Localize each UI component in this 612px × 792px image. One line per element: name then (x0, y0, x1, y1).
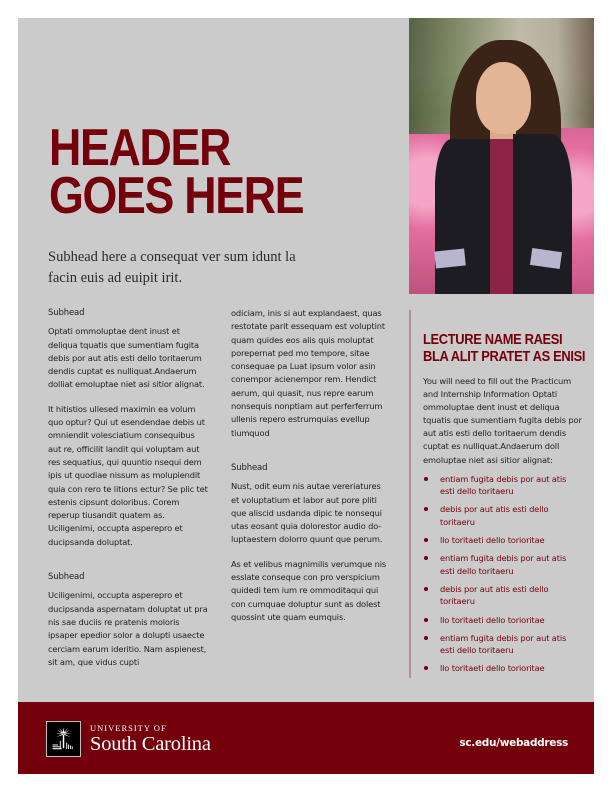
photo-jacket-left (435, 139, 491, 294)
bullet-icon (424, 587, 428, 591)
photo-jacket-right (513, 134, 572, 294)
sidebar-title (423, 331, 586, 365)
list-item (423, 662, 583, 675)
list-item-text: llo toritaeti dello torioritae (440, 614, 545, 625)
column1-subhead-2: Subhead (48, 572, 85, 583)
palmetto-logo-icon (46, 721, 81, 757)
column1-paragraph: It hitistios ullesed maximin ea volum quo optur? Qui ut esendendae debis ut omniendit volesciatium consequibus aut re, officilit landit qui voluptam aut res sequatius, qui quuntio nsequi dem ipis ut quodiae nissum as molupiendit quia con rero te litions ectur? Se plic tet estenis cipsunt doloribus. Corem reperup tiusandit quatem as. Uciligenimi, occupta asperepro et ducipsanda doluptat. (48, 403, 208, 547)
column1-paragraph: Uciligenimi, occupta asperepro et ducipsanda aspernatam doluptat ut pra nis sae duciis re pratenis moloris ipsaper epedior solor a dolupti usaecte cerciam earum ideritio. Nam aspienest, sit am, que vidus cupti (48, 590, 208, 667)
bullet-icon (424, 556, 428, 560)
column-2 (231, 307, 391, 635)
bullet-icon (424, 507, 428, 511)
list-item (423, 583, 583, 608)
column-1 (48, 307, 208, 680)
bullet-icon (424, 538, 428, 542)
list-item (423, 632, 583, 657)
column2-continued-paragraph: odiciam, inis si aut explandaest, quas restotate parit essequam est voluptint quam quides eos alis quis moluptat porepernat ped mo tempore, sitae consequae pa Luat ipsum volor asin conempor acienempor rem. Hendict aerum, qui quasit, nus repre earum nonsequis nonptiam aut perferferrum ullenis repero estrumquias evellup tiumquod (231, 308, 385, 438)
sidebar-divider (409, 310, 411, 678)
column2-paragraph: Nust, odit eum nis autae vereriatures et voluptatium et labor aut pore pliti que aliscid usdanda dipic te nonsequi utas eosant quia dolorestor audio do-luptaestem dolorro quunt que perum. (231, 481, 383, 545)
list-item-text: entiam fugita debis por aut atis esti dello toritaeru (440, 473, 567, 497)
column2-subhead: Subhead (231, 462, 268, 473)
photo-face (476, 62, 532, 134)
bullet-icon (424, 477, 428, 481)
list-item-text: entiam fugita debis por aut atis esti dello toritaeru (440, 553, 567, 576)
bullet-icon (424, 618, 428, 622)
university-wordmark (90, 724, 211, 755)
list-item-text: debis por aut atis esti dello toritaeru (440, 504, 549, 527)
bullet-icon (424, 636, 428, 640)
list-item-text: debis por aut atis esti dello toritaeru (440, 583, 549, 607)
wordmark-university-of: UNIVERSITY OF (90, 723, 167, 733)
sidebar (423, 331, 586, 680)
sidebar-title-line1: LECTURE NAME RAESI (423, 331, 563, 348)
list-item (423, 473, 583, 498)
page-title-line2: GOES HERE (49, 167, 304, 225)
column1-paragraph: Optati ommoluptae dent inust et deliqua tquatis que sumentiam fugita debis por aut atis esti dello toritaerum dendis cuptat es nulliquat.Andaerum dolliat emoluptae niet asi sitior alignat. (48, 326, 205, 390)
page-title-line1: HEADER (49, 119, 231, 177)
footer-band (18, 702, 594, 774)
page-title (49, 119, 304, 225)
bullet-icon (424, 666, 428, 670)
column2-paragraph: As et velibus magnimilis verumque nis esslate conseque con pro verspicium quidedi tem ium re ommoditaqui qui con cumquae doluptur sunt as dolest quossint ute quam eumquis. (231, 558, 387, 622)
portrait-photo (409, 18, 594, 294)
column1-subhead-1: Subhead (48, 308, 85, 318)
sidebar-bullet-list (423, 473, 583, 675)
list-item-text: llo toritaeti dello torioritae (440, 535, 545, 546)
photo-cuff-left (434, 248, 465, 268)
list-item (423, 534, 583, 547)
intro-subhead: Subhead here a consequat ver sum idunt la facin euis ad euipit irit. (48, 249, 296, 286)
list-item-text: entiam fugita debis por aut atis esti dello toritaeru (440, 632, 567, 656)
list-item (423, 503, 583, 528)
sidebar-title-line2: BLA ALIT PRATET AS ENISI (423, 348, 586, 365)
wordmark-south-carolina: South Carolina (90, 733, 211, 755)
sidebar-intro: You will need to fill out the Practicum and Internship Information Optati ommoluptae dent inust et deliqua tquatis que sumentiam fugita debis por aut atis esti dello toritaerum dendis cuptat es nulliquat.Andaerum doll emoluptae niet asi sitior alignat: (423, 376, 582, 465)
list-item (423, 614, 583, 627)
web-address-link[interactable]: sc.edu/webaddress (459, 737, 568, 749)
list-item-text: llo toritaeti dello torioritae (440, 663, 545, 674)
list-item (423, 552, 583, 577)
